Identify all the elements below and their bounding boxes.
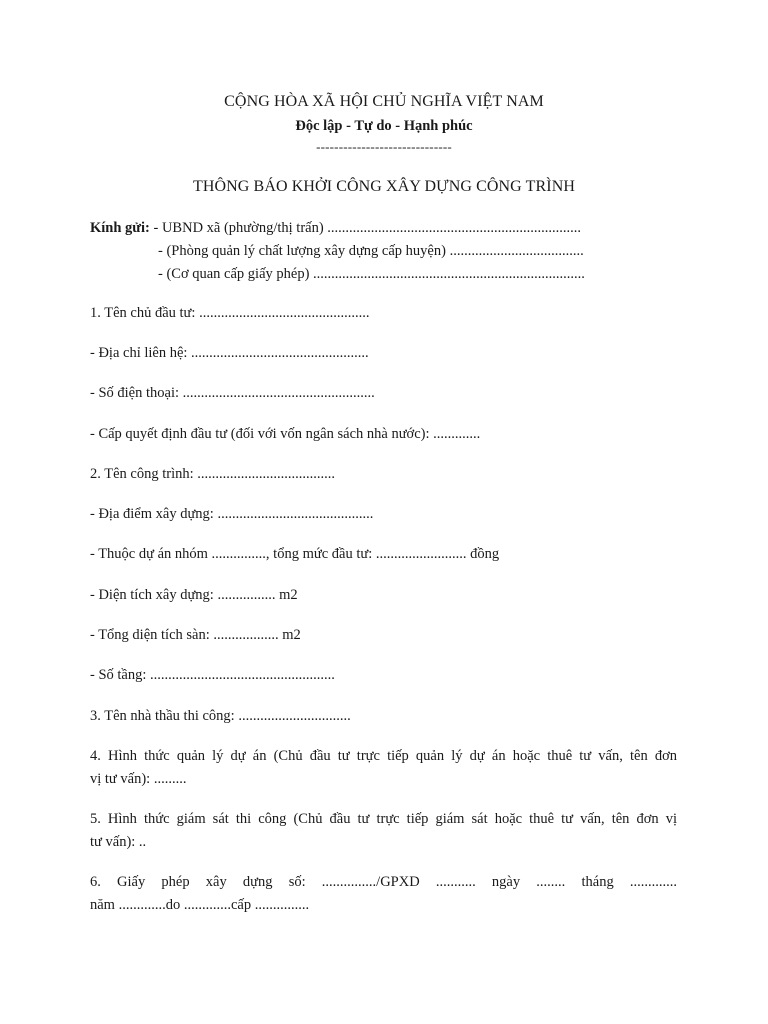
- item6-line2: năm .............do .............cấp ...............: [90, 897, 310, 913]
- field-floors: - Số tầng: ...................................................: [90, 667, 335, 683]
- document-title: THÔNG BÁO KHỞI CÔNG XÂY DỰNG CÔNG TRÌNH: [192, 178, 576, 195]
- national-title: CỘNG HÒA XÃ HỘI CHỦ NGHĨA VIỆT NAM: [224, 93, 544, 110]
- field-project-group: - Thuộc dự án nhóm ..............., tổng mức đầu tư: ......................... đồng: [90, 546, 500, 562]
- recipient-line-1: [90, 220, 581, 237]
- field-construction-site: - Địa điểm xây dựng: ...........................................: [90, 506, 374, 522]
- recipient-text-1: - UBND xã (phường/thị trấn) ......................................................................: [153, 220, 582, 236]
- item4-line1: 4. Hình thức quản lý dự án (Chủ đầu tư trực tiếp quản lý dự án hoặc thuê tư vấn, tên đơn: [90, 748, 677, 764]
- field-construction-area: - Diện tích xây dựng: ................ m2: [90, 587, 298, 603]
- motto: Độc lập - Tự do - Hạnh phúc: [295, 118, 473, 134]
- field-investor-name: 1. Tên chủ đầu tư: ...............................................: [90, 305, 370, 321]
- field-contact-address: - Địa chỉ liên hệ: .................................................: [90, 345, 369, 361]
- recipient-label: Kính gửi:: [90, 220, 150, 236]
- field-contractor-name: 3. Tên nhà thầu thi công: ...............................: [90, 708, 351, 724]
- field-investment-decision: - Cấp quyết định đầu tư (đối với vốn ngân sách nhà nước): .............: [90, 426, 481, 442]
- field-phone: - Số điện thoại: .....................................................: [90, 385, 375, 401]
- header-separator: ------------------------------: [316, 139, 452, 154]
- recipient-line-2: - (Phòng quản lý chất lượng xây dựng cấp huyện) .....................................: [158, 243, 584, 259]
- item6-line1: 6. Giấy phép xây dựng số: .............../GPXD ........... ngày ........ tháng .............: [90, 874, 677, 890]
- item5-line1: 5. Hình thức giám sát thi công (Chủ đầu tư trực tiếp giám sát hoặc thuê tư vấn, tên đơn vị: [90, 811, 677, 827]
- recipient-line-3: - (Cơ quan cấp giấy phép) ...........................................................................: [158, 266, 585, 282]
- item4-line2: vị tư vấn): .........: [90, 771, 187, 787]
- field-total-floor-area: - Tổng diện tích sàn: .................. m2: [90, 627, 301, 643]
- item5-line2: tư vấn): ..: [90, 834, 147, 850]
- field-project-name: 2. Tên công trình: ......................................: [90, 466, 336, 482]
